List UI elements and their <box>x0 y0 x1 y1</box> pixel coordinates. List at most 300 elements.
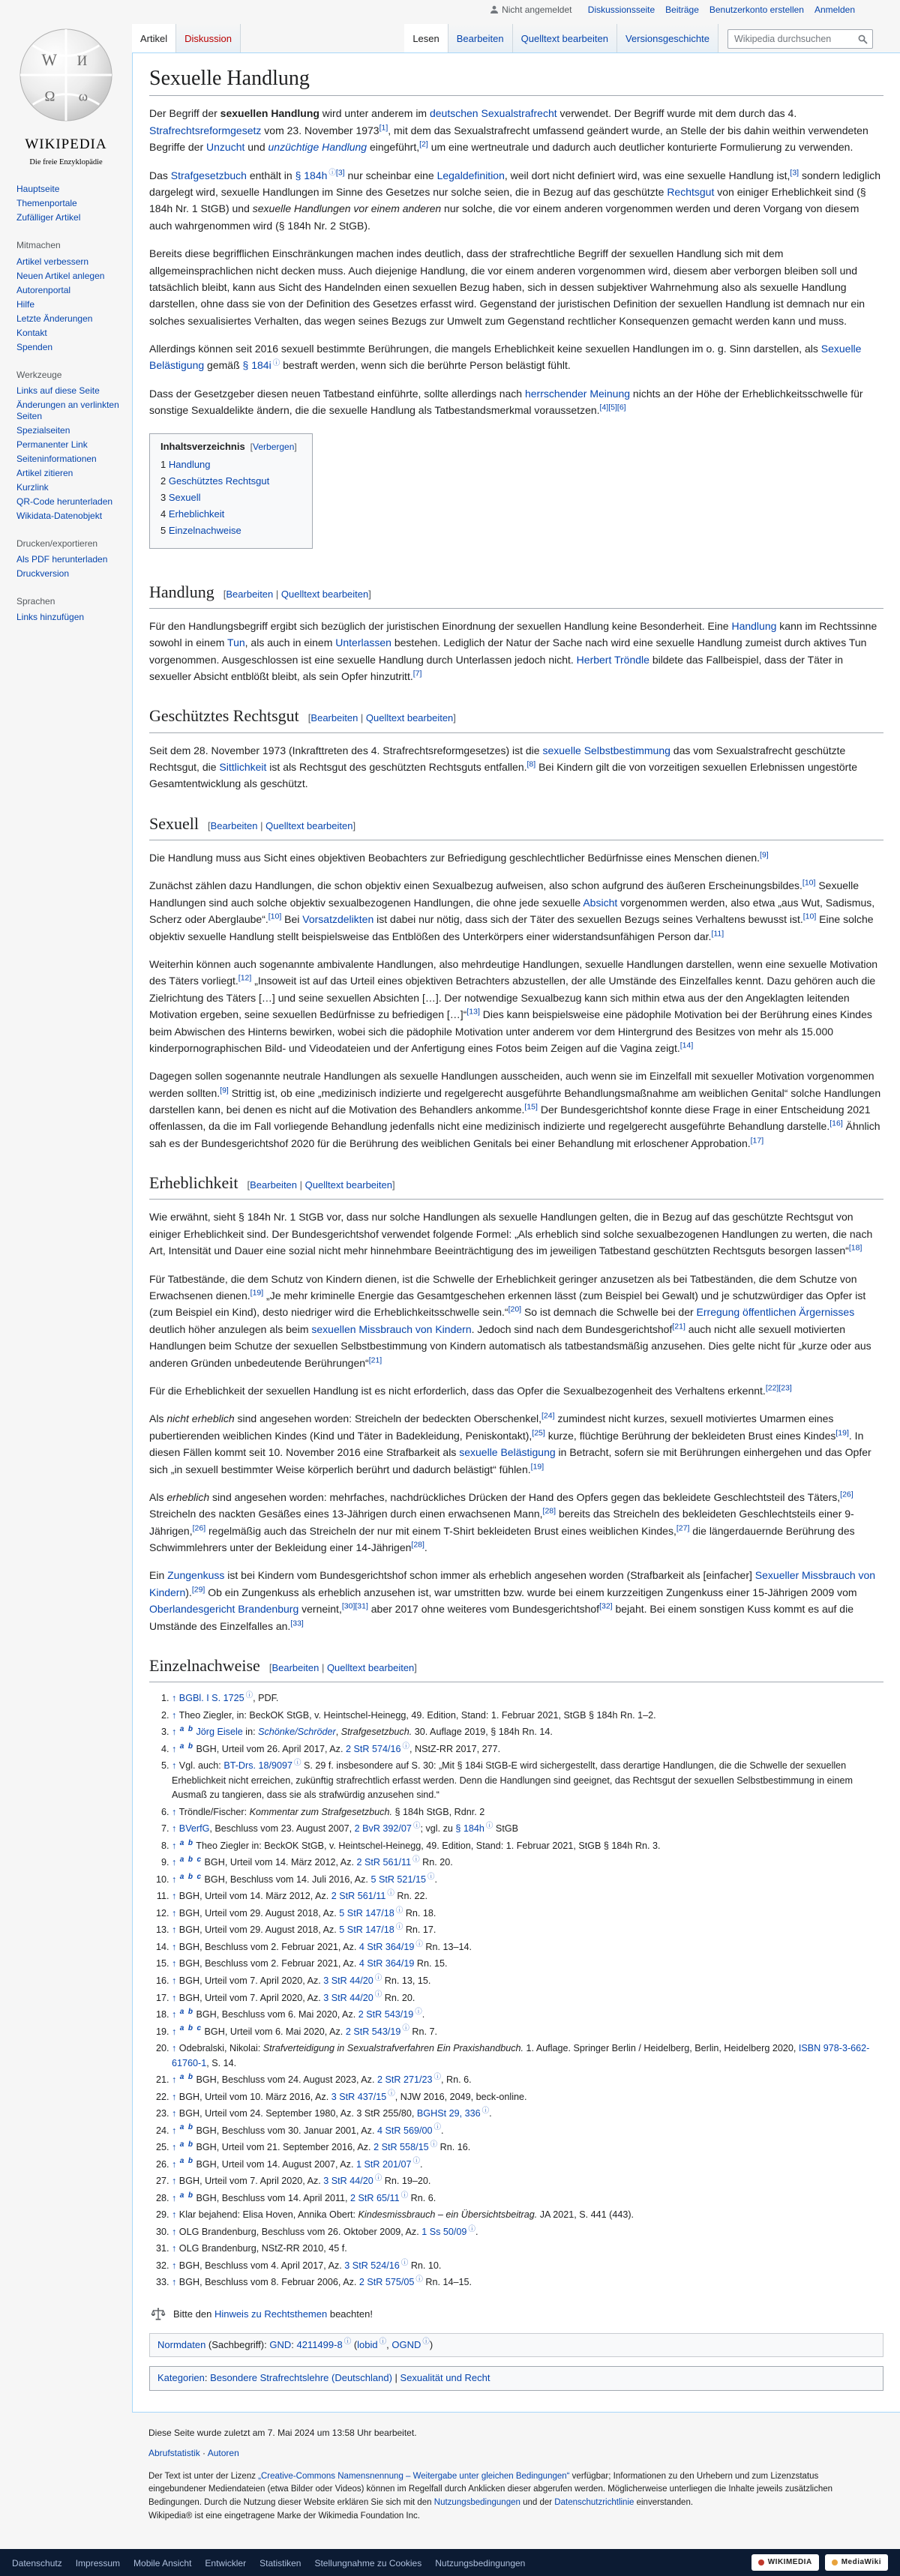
reference-item: 6. ↑ Tröndle/Fischer: Kommentar zum Strafgesetzbuch. § 184h StGB, Rdnr. 2 <box>172 1805 884 1820</box>
edit-source-link[interactable]: Quelltext bearbeiten <box>304 1179 392 1191</box>
wiki-link[interactable]: Nutzungsbedingungen <box>434 2498 520 2508</box>
sidebar-link[interactable]: Autorenportal <box>16 284 71 295</box>
toc-item[interactable]: 2 Geschütztes Rechtsgut <box>160 475 270 487</box>
footnote-ref[interactable]: [21] <box>672 1322 686 1331</box>
external-info-icon: ⓘ <box>374 1990 382 1999</box>
reference-item: 24. ↑ $^a$ $^b$ BGH, Beschluss vom 30. Januar 2001, Az. 4 StR 569/00 ⓘ. <box>172 2124 884 2139</box>
wiki-link[interactable]: 2 StR 543/19 <box>358 2009 414 2020</box>
footnote-ref[interactable]: [23] <box>778 1383 792 1393</box>
normdaten-box: Normdaten (Sachbegriff): GND: 4211499-8 ⓘ (lobid ⓘ, OGND ⓘ) <box>149 2333 884 2358</box>
wiki-link[interactable]: Strafrechtsreformgesetz <box>149 124 262 136</box>
view-tabs <box>404 24 718 52</box>
edit-source-link[interactable]: Quelltext bearbeiten <box>280 588 369 600</box>
reference-item: 18. ↑ $^a$ $^b$ BGH, Beschluss vom 6. Mai 2020, Az. 2 StR 543/19 ⓘ. <box>172 2008 884 2023</box>
puzzle-globe-icon <box>18 27 114 123</box>
wiki-link[interactable]: GND <box>269 2338 292 2350</box>
wiki-link[interactable]: sexuelle Selbstbestimmung <box>542 744 670 756</box>
footnote-ref[interactable]: [19] <box>836 1428 849 1438</box>
footnote-ref[interactable]: [20] <box>508 1304 522 1314</box>
external-info-icon: ⓘ <box>402 2024 410 2033</box>
mediawiki-logo-icon <box>832 2560 838 2566</box>
external-info-icon: ⓘ <box>412 1822 421 1831</box>
wiki-link[interactable]: 4 StR 364/19 <box>358 1958 415 1969</box>
wiki-link[interactable]: 2 StR 574/16 <box>345 1743 401 1754</box>
wiki-link[interactable]: 3 StR 524/16 <box>344 2260 400 2271</box>
sidebar-link[interactable]: Letzte Änderungen <box>16 313 93 324</box>
backref-arrow[interactable]: ↑ <box>172 1709 177 1721</box>
wiki-link[interactable]: § 184h <box>455 1823 484 1835</box>
backref-letters[interactable]: ↑ $^a$ $^b$ $^c$ <box>172 1856 202 1868</box>
backref-arrow[interactable]: ↑ <box>172 2243 177 2254</box>
section-title: Erheblichkeit <box>149 1173 238 1193</box>
main-area <box>132 24 900 2546</box>
paragraph: Ein Zungenkuss ist bei Kindern vom Bundesgerichtshof schon immer als erheblich angesehen worden (Strafbarkeit als [einfacher] Sexueller Missbrauch von Kindern).[29] Ob ein Zungenkuss als erheblich anzusehen ist, war umstritten bzw. wurde bei einem kurzzeitigen Zungenkuss einer 15-Jährigen 2009 vom Oberlandesgericht Brandenburg verneint,[30][31] aber 2017 ohne weiteres vom Bundesgerichtshof[32] bejaht. Bei einem sonstigen Kuss kommt es auf die Umstände des Einzelfalles an.[33] <box>149 1569 876 1632</box>
footer-link[interactable]: Datenschutz <box>12 2557 62 2569</box>
footnote-ref[interactable]: [21] <box>368 1355 382 1364</box>
italic-text: Kommentar zum Strafgesetzbuch. <box>249 1806 392 1817</box>
footnote-ref[interactable]: [11] <box>711 928 724 938</box>
wiki-link[interactable]: BGHSt 29, 336 <box>416 2108 481 2119</box>
footnote-ref[interactable]: [33] <box>290 1618 304 1628</box>
wiki-link[interactable]: Strafgesetzbuch <box>170 169 247 181</box>
personal-bar <box>0 0 900 24</box>
footer-link[interactable]: Impressum <box>75 2557 121 2569</box>
wiki-link[interactable]: BGBl. I S. 1725 <box>178 1693 244 1704</box>
footer-link[interactable]: Nutzungsbedingungen <box>435 2557 526 2569</box>
sidebar-link[interactable]: Permanenter Link <box>16 439 88 450</box>
footnote-ref[interactable]: [3] <box>790 167 800 177</box>
toc-toggle[interactable]: Verbergen <box>253 441 295 452</box>
footnote-ref[interactable]: [12] <box>238 973 252 983</box>
sidebar-link[interactable]: Links auf diese Seite <box>16 385 100 396</box>
wiki-link[interactable]: 5 StR 521/15 <box>370 1874 426 1885</box>
backref-letters[interactable]: ↑ $^a$ $^b$ <box>172 1838 193 1851</box>
edit-source-link[interactable]: Quelltext bearbeiten <box>365 712 454 724</box>
wiki-link[interactable]: Schönke/Schröder <box>258 1727 336 1738</box>
external-info-icon: ⓘ <box>400 2191 409 2200</box>
edit-link[interactable]: Bearbeiten <box>226 588 274 600</box>
italic-text: sexuelle Handlungen vor einem anderen <box>252 202 442 215</box>
footnote-ref[interactable]: [19] <box>530 1461 544 1471</box>
external-info-icon: ⓘ <box>388 2089 395 2098</box>
wiki-link[interactable]: 2 StR 561/11 <box>331 1891 386 1902</box>
section-title: Geschütztes Rechtsgut <box>149 706 299 726</box>
external-info-icon: ⓘ <box>328 168 336 177</box>
footnote-ref[interactable]: [31] <box>355 1601 368 1611</box>
tab-versionsgeschichte[interactable]: Versionsgeschichte <box>617 24 718 52</box>
wiki-link[interactable]: sexuellen Missbrauch von Kindern <box>311 1322 472 1335</box>
footnote-ref[interactable]: [8] <box>526 759 536 769</box>
wiki-link[interactable]: Autoren <box>207 2448 239 2459</box>
italic-text: Strafverteidigung in Sexualstrafverfahren Ein Praxishandbuch. <box>262 2043 524 2054</box>
sidebar-link[interactable]: Neuen Artikel anlegen <box>16 270 105 281</box>
category-links: Kategorien: Besondere Strafrechtslehre (Deutschland) | Sexualität und Recht <box>149 2366 884 2391</box>
footnote-ref[interactable]: [2] <box>419 139 428 149</box>
wiki-link[interactable]: Sexuelle Belästigung <box>149 343 862 372</box>
section-body-rechtsgut <box>149 742 884 792</box>
paragraph: Dagegen sollen sogenannte neutrale Handlungen als sexuelle Handlungen ausscheiden, auch wenn sie im Einzelfall mit sexueller Motivation vorgenommen werden sollten.[9] Strittig ist, ob eine „medizinisch indizierte und regelgerecht ausgeführte Behandlungsmaßnahme am weiblichen Genital“ solche Handlungen darstellen kann, bei denen es nicht auf die Motivation des Behandlers ankomme.[15] Der Bundesgerichtshof konnte diese Frage in einer Entscheidung 2021 offenlassen, da die im Fall vorliegende Behandlung jedenfalls nicht eine medizinisch indizierte und regelgerecht ausgeführte Behandlung darstelle.[16] Ähnlich sah es der Bundesgerichtshof 2020 für die Berührung des weiblichen Genitals bei einer Behandlung mit erloschener Approbation.[17] <box>149 1070 881 1149</box>
wiki-link[interactable]: BVerfG <box>178 1823 210 1835</box>
footnote-ref[interactable]: [1] <box>379 123 388 133</box>
wiki-link[interactable]: Oberlandesgericht Brandenburg <box>149 1603 299 1616</box>
footnote-ref[interactable]: [13] <box>466 1007 480 1017</box>
footnote-ref[interactable]: [3] <box>335 167 345 177</box>
backref-letters[interactable]: ↑ $^a$ $^b$ <box>172 2123 193 2136</box>
external-info-icon: ⓘ <box>422 2338 430 2347</box>
toc-item[interactable]: 1 Handlung <box>160 459 211 471</box>
footnote-ref[interactable]: [26] <box>840 1490 854 1499</box>
personal-link[interactable]: Benutzerkonto erstellen <box>709 4 804 15</box>
wiki-link[interactable]: lobid <box>357 2338 378 2350</box>
bold-text: sexuellen Handlung <box>220 107 320 120</box>
external-info-icon: ⓘ <box>395 1906 404 1915</box>
footer-tools: Abrufstatistik · Autoren <box>148 2448 239 2459</box>
sidebar-link[interactable]: Seiteninformationen <box>16 453 97 464</box>
wiki-link[interactable]: BT-Drs. 18/9097 <box>224 1760 293 1772</box>
backref-letters[interactable]: ↑ $^a$ $^b$ <box>172 2072 193 2086</box>
wiki-link[interactable]: 5 StR 147/18 <box>339 1907 394 1919</box>
footnote-ref[interactable]: [28] <box>542 1506 556 1516</box>
wiki-link[interactable]: 1 StR 201/07 <box>356 2158 412 2170</box>
backref-arrow[interactable]: ↑ <box>172 1975 177 1986</box>
wiki-link[interactable]: Hinweis zu Rechtsthemen <box>214 2308 328 2320</box>
article-content <box>132 52 900 2413</box>
backref-letters[interactable]: ↑ $^a$ $^b$ <box>172 2140 193 2153</box>
backref-arrow[interactable]: ↑ <box>172 1992 177 2003</box>
wiki-link[interactable]: 1 Ss 50/09 <box>422 2226 467 2237</box>
wiki-link[interactable]: „Creative-Commons Namensnennung – Weitergabe unter gleichen Bedingungen“ <box>258 2471 570 2481</box>
backref-arrow[interactable]: ↑ <box>172 2277 177 2288</box>
reference-item: 19. ↑ $^a$ $^b$ $^c$ BGH, Urteil vom 6. Mai 2020, Az. 2 StR 543/19 ⓘ Rn. 7. <box>172 2025 884 2040</box>
wiki-link[interactable]: 2 StR 575/05 <box>358 2277 415 2288</box>
backref-arrow[interactable]: ↑ <box>172 1925 177 1936</box>
edit-link[interactable]: Bearbeiten <box>210 819 258 831</box>
backref-arrow[interactable]: ↑ <box>172 2209 177 2221</box>
sidebar-link[interactable]: Kurzlink <box>16 481 49 493</box>
paragraph: Seit dem 28. November 1973 (Inkrafttreten des 4. Strafrechtsreformgesetzes) ist die sexuelle Selbstbestimmung das vom Sexualstrafrecht geschützte Rechtsgut, die Sittlichkeit ist als Rechtsgut des geschützten Rechtsguts entfallen.[8] Bei Kindern gilt die von vorzeitigen sexuellen Erlebnissen ungestörte Gesamtentwicklung als geschützt. <box>149 744 858 790</box>
footer-link[interactable]: Stellungnahme zu Cookies <box>314 2557 422 2569</box>
wiki-link[interactable]: deutschen <box>429 107 478 120</box>
reference-item: 23. ↑ BGH, Urteil vom 24. September 1980, Az. 3 StR 255/80, BGHSt 29, 336 ⓘ. <box>172 2107 884 2122</box>
paragraph: Das Strafgesetzbuch enthält in § 184h $^{ⓘ[3]}$ nur scheinbar eine Legaldefinition, weil dort nicht definiert wird, was eine sexuelle Handlung ist,[3] sondern lediglich dargelegt wird, sexuelle Handlungen im Sinne des Gesetzes nur solche seien, die in Bezug auf das geschützte Rechtsgut von einiger Erheblichkeit sind (§ 184h Nr. 1 StGB) und sexuelle Handlungen vor einem anderen nur solche, die vor einem anderen vorgenommen werden und deren Vorgang von diesem auch wahrgenommen wird (§ 184h Nr. 2 StGB). <box>149 167 881 232</box>
sidebar-group-title: Drucken/exportieren <box>16 538 98 549</box>
italic-text: nicht erheblich <box>166 1412 235 1425</box>
personal-link[interactable]: Beiträge <box>665 4 699 15</box>
svg-text:ω: ω <box>78 88 88 105</box>
wiki-link[interactable]: Absicht <box>583 896 618 909</box>
footnote-ref[interactable]: [22] <box>765 1383 779 1393</box>
backref-arrow[interactable]: ↑ <box>172 2176 177 2187</box>
license-text: Der Text ist unter der Lizenz „Creative-Commons Namensnennung – Weitergabe unter gleichen Bedingungen“ verfügbar; Informationen zu den Urhebern und zum Lizenzstatus eingebundener Mediendateien (etwa Bilder oder Videos) können im Regelfall durch Anklicken dieser abgerufen werden. Möglicherweise unterliegen die Inhalte jeweils zusätzlichen Bedingungen. Durch die Nutzung dieser Website erklären Sie sich mit den Nutzungsbedingungen und der Datenschutzrichtlinie einverstanden. Wikipedia® ist eine eingetragene Marke der Wikimedia Foundation Inc. <box>148 2471 833 2521</box>
footnote-ref[interactable]: [10] <box>802 912 817 921</box>
tab-diskussion[interactable]: Diskussion <box>176 24 241 52</box>
reference-item: 13. ↑ BGH, Urteil vom 29. August 2018, Az. 5 StR 147/18 ⓘ Rn. 17. <box>172 1923 884 1938</box>
footnote-ref[interactable]: [19] <box>250 1288 264 1298</box>
reference-item: 32. ↑ BGH, Beschluss vom 4. April 2017, Az. 3 StR 524/16 ⓘ Rn. 10. <box>172 2259 884 2274</box>
footnote-ref[interactable]: [9] <box>220 1086 229 1095</box>
toc-item[interactable]: 4 Erheblichkeit <box>160 508 225 520</box>
wiki-link[interactable]: 2 StR 271/23 <box>376 2074 433 2086</box>
footnote-ref[interactable]: [32] <box>599 1601 613 1611</box>
wiki-link[interactable]: 4 StR 364/19 <box>358 1941 415 1952</box>
wiki-link[interactable]: 4 StR 569/00 <box>376 2125 433 2136</box>
sidebar-link[interactable]: QR-Code herunterladen <box>16 496 113 507</box>
wiki-link[interactable]: Normdaten <box>158 2338 206 2350</box>
backref-letters[interactable]: ↑ $^a$ $^b$ <box>172 1742 193 1754</box>
wiki-link[interactable]: Sexualität und Recht <box>400 2372 490 2384</box>
wiki-link[interactable]: Legaldefinition <box>436 169 505 181</box>
footnote-ref[interactable]: [30] <box>341 1601 356 1611</box>
wiki-link[interactable]: 3 StR 44/20 <box>323 1992 374 2003</box>
footnote-ref[interactable]: [15] <box>524 1102 538 1112</box>
paragraph: Der Begriff der sexuellen Handlung wird unter anderem im deutschen Sexualstrafrecht verwendet. Der Begriff wurde mit dem durch das 4. Strafrechtsreformgesetz vom 23. November 1973[1], mit dem das Sexualstrafrecht umfassend geändert wurde, an Stelle der bis dahin weithin verwendeten Begriffe der Unzucht und unzüchtige Handlung eingeführt,[2] um eine wertneutrale und dadurch auch deutlicher konturierte Formulierung zu verwenden. <box>149 107 868 154</box>
external-info-icon: ⓘ <box>379 2338 387 2347</box>
edit-link[interactable]: Bearbeiten <box>310 712 358 724</box>
table-of-contents <box>149 433 313 549</box>
wiki-link[interactable]: 3 StR 437/15 <box>331 2091 387 2102</box>
external-info-icon: ⓘ <box>416 1939 423 1948</box>
reference-item: 28. ↑ $^a$ $^b$ BGH, Beschluss vom 14. April 2011, 2 StR 65/11 ⓘ Rn. 6. <box>172 2191 884 2206</box>
search-input[interactable] <box>728 29 873 49</box>
wiki-link[interactable]: 5 StR 147/18 <box>339 1925 394 1936</box>
footnote-ref[interactable]: [5] <box>608 403 617 412</box>
wiki-link[interactable]: Herbert Tröndle <box>576 653 650 666</box>
paragraph: Dass der Gesetzgeber diesen neuen Tatbestand einführte, sollte allerdings nach herrschender Meinung nichts an der Höhe der Erheblichkeitsschwelle für sonstige Sexualdelikte ändern, die die sexuelle Handlung als Tatbestandsmerkmal voraussetzen.[4][5][6] <box>149 387 863 417</box>
footnote-ref[interactable]: [16] <box>830 1119 843 1128</box>
footnote-ref[interactable]: [9] <box>760 850 769 860</box>
bottom-links <box>12 2554 538 2571</box>
paragraph: Als erheblich sind angesehen worden: mehrfaches, nachdrückliches Drücken der Hand des Opfers gegen das bekleidete Geschlechtsteil des Täters,[26] Streicheln des nackten Gesäßes eines 13-Jährigen durch einen erwachsenen Mann,[28] bereits das Streicheln des bekleideten Geschlechtsteils einer 9-Jährigen,[26] regelmäßig auch das Streicheln der nur mit einem T-Shirt bekleideten Brust eines weiblichen Kindes,[27] die längerdauernde Berührung des Schwimmlehrers unter der Bekleidung einer 14-Jährigen[28]. <box>149 1490 855 1554</box>
sidebar-link[interactable]: Hilfe <box>16 298 35 310</box>
tab-quelltext-bearbeiten[interactable]: Quelltext bearbeiten <box>513 24 617 52</box>
footnote-ref[interactable]: [4] <box>599 403 609 412</box>
italic-text: Kindesmissbrauch – ein Übersichtsbeitrag. <box>358 2209 538 2221</box>
backref-arrow[interactable]: ↑ <box>172 1806 177 1817</box>
sidebar-link[interactable]: Hauptseite <box>16 184 60 195</box>
footnote-ref[interactable]: [17] <box>750 1136 764 1146</box>
footnote-ref[interactable]: [28] <box>411 1540 424 1550</box>
backref-letters[interactable]: ↑ $^a$ $^b$ <box>172 1725 193 1738</box>
intro-paragraphs <box>149 105 884 418</box>
wiki-link[interactable]: Vorsatzdelikten <box>302 913 374 926</box>
external-info-icon: ⓘ <box>395 1923 404 1932</box>
reference-item: 26. ↑ $^a$ $^b$ BGH, Urteil vom 14. August 2007, Az. 1 StR 201/07 ⓘ. <box>172 2158 884 2173</box>
footnote-ref[interactable]: [7] <box>412 669 422 678</box>
edit-link[interactable]: Bearbeiten <box>272 1662 320 1674</box>
wiki-link[interactable]: § 184i <box>242 359 272 372</box>
wikipedia-logo[interactable] <box>0 22 132 176</box>
sidebar-group-title: Werkzeuge <box>16 369 62 380</box>
sidebar-link[interactable]: Kontakt <box>16 327 47 338</box>
wiki-link[interactable]: herrschender Meinung <box>524 387 631 400</box>
toc-item[interactable]: 5 Einzelnachweise <box>160 524 242 536</box>
sidebar-link[interactable]: Wikidata-Datenobjekt <box>16 510 103 521</box>
footer-link[interactable]: Mobile Ansicht <box>134 2557 192 2569</box>
wiki-link[interactable]: 3 StR 44/20 <box>323 2176 374 2187</box>
sidebar-link[interactable]: Artikel zitieren <box>16 467 74 478</box>
sidebar-link[interactable]: Änderungen an verlinkten Seiten <box>16 399 119 421</box>
wiki-link[interactable]: 2 BvR 392/07 <box>354 1823 412 1835</box>
edit-section: [Bearbeiten | Quelltext bearbeiten] <box>247 1179 395 1191</box>
edit-link[interactable]: Bearbeiten <box>250 1179 298 1191</box>
wiki-link[interactable]: unzüchtige Handlung <box>268 141 368 154</box>
reference-item: 8. ↑ $^a$ $^b$ Theo Ziegler in: BeckOK StGB, v. Heintschel-Heinegg, 49. Edition, Stand: 1. Februar 2021, StGB § 184h Rn. 3. <box>172 1839 884 1854</box>
wiki-link[interactable]: Jörg Eisele <box>196 1727 243 1738</box>
sidebar-group-navigation <box>0 176 132 229</box>
external-info-icon: ⓘ <box>427 1872 435 1881</box>
paragraph: Die Handlung muss aus Sicht eines objektiven Beobachters zur Befriedigung geschlechtlicher Bedürfnisse eines Menschen dienen.[9] <box>149 850 769 864</box>
wiki-link[interactable]: Datenschutzrichtlinie <box>554 2498 634 2508</box>
wikimedia-badge[interactable]: WIKIMEDIA <box>752 2554 819 2571</box>
wiki-link[interactable]: ISBN 978-3-662-61760-1 <box>172 2043 870 2068</box>
wiki-link[interactable]: Unzucht <box>206 141 245 154</box>
wiki-link[interactable]: 2 StR 65/11 <box>350 2192 400 2203</box>
tabs-row <box>132 24 900 52</box>
sidebar-link[interactable]: Als PDF herunterladen <box>16 553 108 565</box>
reference-item: 5. ↑ Vgl. auch: BT-Drs. 18/9097 ⓘ S. 29 f. insbesondere auf S. 30: „Mit § 184i StGB-E wird sichergestellt, dass derartige Handlungen, die die Schwelle der sexuellen Erheblichkeit nicht erreichen, zukünftig strafrechtlich erfasst werden. Denn die Handlungen sind geeignet, das Rechtsgut der sexuellen Selbstbestimmung in einem Ausmaß zu tangieren, dass sie als strafwürdig anzusehen sind.“ <box>172 1759 884 1803</box>
reference-item: 31. ↑ OLG Brandenburg, NStZ-RR 2010, 45 f. <box>172 2242 884 2257</box>
sidebar-link[interactable]: Zufälliger Artikel <box>16 212 81 223</box>
backref-arrow[interactable]: ↑ <box>172 1941 177 1952</box>
backref-arrow[interactable]: ↑ <box>172 1891 177 1902</box>
external-info-icon: ⓘ <box>416 2275 423 2284</box>
search-icon[interactable] <box>858 34 868 44</box>
footer-link[interactable]: Entwickler <box>205 2557 247 2569</box>
reference-item: 22. ↑ BGH, Urteil vom 10. März 2016, Az. 3 StR 437/15 ⓘ, NJW 2016, 2049, beck-online. <box>172 2090 884 2105</box>
footer-link[interactable]: Statistiken <box>260 2557 302 2569</box>
legal-notice-text: Bitte den Hinweis zu Rechtsthemen beachten! <box>173 2308 373 2320</box>
tab-bearbeiten[interactable]: Bearbeiten <box>448 24 513 52</box>
reference-item: 21. ↑ $^a$ $^b$ BGH, Beschluss vom 24. August 2023, Az. 2 StR 271/23 ⓘ, Rn. 6. <box>172 2073 884 2088</box>
external-info-icon: ⓘ <box>344 2338 352 2347</box>
backref-arrow[interactable]: ↑ <box>172 2091 177 2102</box>
footnote-ref[interactable]: [14] <box>680 1041 694 1050</box>
backref-arrow[interactable]: ↑ <box>172 1693 177 1704</box>
wiki-link[interactable]: OGND <box>392 2338 422 2350</box>
backref-arrow[interactable]: ↑ <box>172 2226 177 2237</box>
edit-source-link[interactable]: Quelltext bearbeiten <box>266 819 353 831</box>
backref-letters[interactable]: ↑ $^a$ $^b$ <box>172 2007 193 2020</box>
personal-link[interactable]: Diskussionsseite <box>587 4 656 15</box>
paragraph: Bereits diese begrifflichen Einschränkungen machen indes deutlich, dass der strafrechtliche Begriff der sexuellen Handlung sich mit dem allgemeinsprachlichen nicht decken muss. Auch diejenige Handlung, die vor einem anderen vorgenommen wird, diesem aber verborgen bleiben soll und tatsächlich bleibt, kann aus Sicht des Handelnden einen sexuellen Bezug haben, sich in dessen subjektiver Wahrnehmung also als sexuelle Handlung darstellen, ohne dass sie von der Definition des Gesetzes erfasst wird. Gegenstand der juristischen Definition der sexuellen Handlung ist demnach nur ein solches sexualisiertes Verhalten, das wegen seines Bezugs zur Umwelt zum Gegenstand rechtlicher Konsequenzen gemacht werden kann und muss. <box>149 247 866 327</box>
backref-letters[interactable]: ↑ $^a$ $^b$ <box>172 2157 193 2170</box>
reference-item: 30. ↑ OLG Brandenburg, Beschluss vom 26. Oktober 2009, Az. 1 Ss 50/09 ⓘ. <box>172 2225 884 2240</box>
footnote-ref[interactable]: [24] <box>542 1411 555 1421</box>
wiki-link[interactable]: 2 StR 561/11 <box>356 1857 412 1868</box>
wiki-link[interactable]: Abrufstatistik <box>148 2448 200 2459</box>
backref-arrow[interactable]: ↑ <box>172 1760 177 1772</box>
toc-item[interactable]: 3 Sexuell <box>160 492 201 504</box>
external-info-icon: ⓘ <box>412 1856 420 1865</box>
reference-item: 11. ↑ BGH, Urteil vom 14. März 2012, Az. 2 StR 561/11 ⓘ Rn. 22. <box>172 1889 884 1904</box>
toc-title: Inhaltsverzeichnis <box>160 440 245 452</box>
wiki-link[interactable]: Sexueller Missbrauch von Kindern <box>149 1569 876 1598</box>
paragraph: Wie erwähnt, sieht § 184h Nr. 1 StGB vor, dass nur solche Handlungen als sexuelle Handlungen gelten, die in Bezug auf das geschützte Rechtsgut von einiger Erheblichkeit sind. Der Bundesgerichtshof verwendet folgende Formel: „Als erheblich sind solche sexualbezogenen Handlungen zu werten, die nach Art, Intensität und Dauer eine sozial nicht mehr hinnehmbare Beeinträchtigung des im jeweiligen Tatbestand geschützten Rechtsguts besorgen lassen“[18] <box>149 1211 873 1257</box>
tab-artikel[interactable]: Artikel <box>132 24 176 52</box>
search-box <box>728 29 873 49</box>
external-info-icon: ⓘ <box>412 2157 420 2166</box>
tab-lesen[interactable]: Lesen <box>404 24 448 52</box>
backref-arrow[interactable]: ↑ <box>172 1907 177 1919</box>
wiki-link[interactable]: Erregung öffentlichen Ärgernisses <box>696 1306 855 1319</box>
sidebar-group-sprachen <box>0 586 132 629</box>
external-info-icon: ⓘ <box>387 1889 394 1898</box>
sidebar-group-werkzeuge <box>0 359 132 528</box>
reference-item: 12. ↑ BGH, Urteil vom 29. August 2018, Az. 5 StR 147/18 ⓘ Rn. 18. <box>172 1907 884 1922</box>
footnote-ref[interactable]: [10] <box>268 912 282 921</box>
svg-text:W: W <box>41 51 57 70</box>
sidebar-link[interactable]: Druckversion <box>16 568 70 579</box>
footnote-ref[interactable]: [27] <box>676 1523 690 1533</box>
paragraph: Allerdings können seit 2016 sexuell bestimmte Berührungen, die mangels Erheblichkeit keine sexuellen Handlungen im o. g. Sinn darstellen, als Sexuelle Belästigung gemäß § 184i ⓘ bestraft werden, wenn sich die berührte Person belästigt fühlt. <box>149 343 862 372</box>
footnote-ref[interactable]: [6] <box>616 403 626 412</box>
wiki-link[interactable]: Handlung <box>731 619 777 632</box>
paragraph: Weiterhin können auch sogenannte ambivalente Handlungen, also mehrdeutige Handlungen, sexuelle Handlungen darstellen, wenn eine sexuelle Motivation des Täters vorliegt.[12] „Insoweit ist auf das Urteil eines objektiven Betrachters abzustellen, der alle Umstände des Einzelfalles kennt. Dazu gehören auch die Zielrichtung des Täters […] und seine sexuellen Absichten […]. Der notwendige Sexualbezug kann sich mithin etwa aus der den Angeklagten leitenden Motivation ergeben, seine sexuellen Bedürfnisse zu befriedigen […]“[13] Dies kann beispielsweise eine pädophile Motivation bei der Berührung eines Kindes beim Abwischen des Hinterns bewirken, wobei sich die pädophile Motivation unter anderem vor dem Hintergrund des Besitzes von mehr als 15.000 kinderpornographischen Bild- und Videodateien und der Anfertigung eines Fotos beim Zeigen auf die Vagina zeigt.[14] <box>149 957 878 1054</box>
footnote-ref[interactable]: [10] <box>802 878 816 888</box>
sidebar-link[interactable]: Artikel verbessern <box>16 256 89 267</box>
backref-letters[interactable]: ↑ $^a$ $^b$ <box>172 2191 193 2203</box>
wiki-link[interactable]: sexuelle Belästigung <box>459 1446 556 1459</box>
wiki-link[interactable]: Besondere Strafrechtslehre (Deutschland) <box>210 2372 392 2384</box>
sidebar-group-title: Sprachen <box>16 595 56 607</box>
sidebar-link[interactable]: Spezialseiten <box>16 424 70 436</box>
wiki-link[interactable]: Rechtsgut <box>667 185 715 198</box>
personal-link[interactable]: Anmelden <box>814 4 855 15</box>
section-heading-erheblichkeit <box>149 1170 884 1200</box>
scales-icon <box>151 2307 166 2322</box>
wiki-link[interactable]: 2 StR 558/15 <box>374 2142 429 2153</box>
backref-arrow[interactable]: ↑ <box>172 2108 177 2119</box>
edit-source-link[interactable]: Quelltext bearbeiten <box>326 1662 415 1674</box>
backref-arrow[interactable]: ↑ <box>172 1823 177 1835</box>
backref-arrow[interactable]: ↑ <box>172 1958 177 1969</box>
wiki-link[interactable]: 3 StR 44/20 <box>323 1975 374 1986</box>
footnote-ref[interactable]: [25] <box>532 1428 545 1438</box>
sidebar-link[interactable]: Links hinzufügen <box>16 612 85 623</box>
backref-letters[interactable]: ↑ $^a$ $^b$ $^c$ <box>172 2024 202 2037</box>
wiki-link[interactable]: Sexualstrafrecht <box>481 107 557 120</box>
section-title: Handlung <box>149 582 214 601</box>
mediawiki-badge[interactable]: MediaWiki <box>825 2554 888 2571</box>
wiki-link[interactable]: § 184h <box>295 169 328 181</box>
section-body-erheblichkeit <box>149 1209 884 1634</box>
backref-letters[interactable]: ↑ $^a$ $^b$ $^c$ <box>172 1872 202 1885</box>
personal-links <box>578 4 855 15</box>
wiki-link[interactable]: Sittlichkeit <box>219 761 267 774</box>
wiki-link[interactable]: Zungenkuss <box>167 1569 225 1582</box>
wiki-link[interactable]: 4211499-8 <box>296 2338 343 2350</box>
wiki-link[interactable]: Tun <box>227 637 245 649</box>
wiki-link[interactable]: Unterlassen <box>335 637 392 649</box>
sidebar-link[interactable]: Spenden <box>16 341 53 352</box>
section-title: Sexuell <box>149 813 199 833</box>
backref-arrow[interactable]: ↑ <box>172 2043 177 2054</box>
footnote-ref[interactable]: [26] <box>192 1523 206 1533</box>
reference-item: 10. ↑ $^a$ $^b$ $^c$ BGH, Beschluss vom 14. Juli 2016, Az. 5 StR 521/15 ⓘ. <box>172 1873 884 1888</box>
sidebar-group-title: Mitmachen <box>16 240 61 251</box>
wikimedia-logo-icon <box>758 2560 764 2566</box>
wiki-link[interactable]: Kategorien <box>158 2372 205 2384</box>
section-heading-einzelnachweise <box>149 1652 884 1682</box>
italic-text: Strafgesetzbuch. <box>340 1727 412 1738</box>
reference-item: 29. ↑ Klar bejahend: Elisa Hoven, Annika Obert: Kindesmissbrauch – ein Übersichtsbeitrag. JA 2021, S. 441 (443). <box>172 2208 884 2223</box>
backref-arrow[interactable]: ↑ <box>172 2260 177 2271</box>
sidebar-link[interactable]: Themenportale <box>16 198 77 209</box>
footnote-ref[interactable]: [29] <box>191 1585 206 1595</box>
wiki-link[interactable]: 2 StR 543/19 <box>345 2026 401 2037</box>
footnote-ref[interactable]: [18] <box>848 1243 862 1253</box>
reference-item: 4. ↑ $^a$ $^b$ BGH, Urteil vom 26. April 2017, Az. 2 StR 574/16 ⓘ, NStZ-RR 2017, 277. <box>172 1742 884 1757</box>
